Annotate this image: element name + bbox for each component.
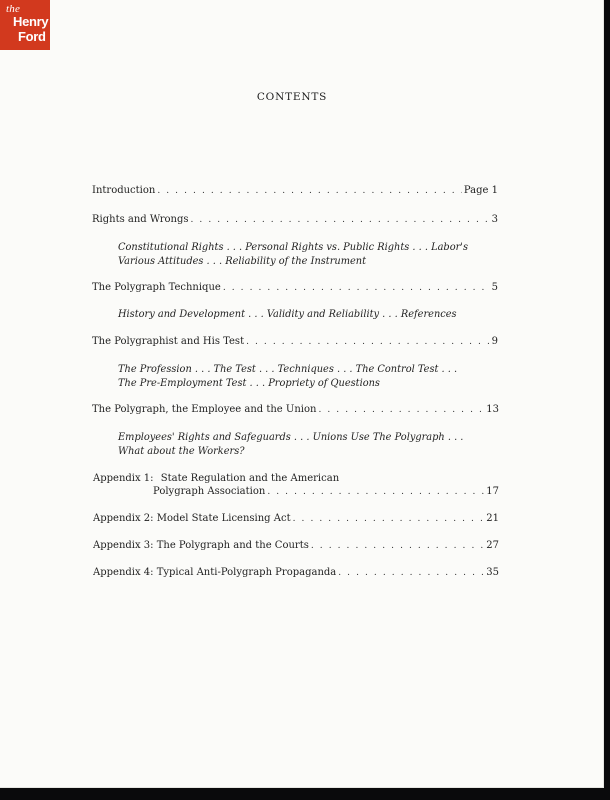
toc-entry-polygraphist bbox=[92, 336, 498, 347]
toc-entry-page: 13 bbox=[486, 404, 499, 415]
toc-entry-title: Appendix 2: Model State Licensing Act bbox=[93, 513, 291, 524]
toc-subtopic-line: Constitutional Rights . . . Personal Rights vs. Public Rights . . . Labor's bbox=[118, 242, 468, 253]
toc-entry-title: Appendix 3: The Polygraph and the Courts bbox=[93, 540, 309, 551]
toc-subtopic-line: The Pre-Employment Test . . . Propriety of Questions bbox=[118, 377, 380, 389]
toc-entry-title: The Polygraphist and His Test bbox=[92, 336, 245, 347]
toc-subtopic-line: Various Attitudes . . . Reliability of the Instrument bbox=[118, 255, 367, 267]
henry-ford-logo bbox=[0, 0, 50, 50]
toc-entry-page: 3 bbox=[491, 214, 498, 225]
toc-entry-page: 21 bbox=[486, 513, 499, 524]
toc-entry-title: Appendix 4: Typical Anti-Polygraph Propaganda bbox=[93, 567, 337, 578]
logo-text-ford: Ford bbox=[18, 29, 46, 44]
toc-entry-polygraph-technique bbox=[92, 282, 498, 293]
toc-entry-page: 9 bbox=[491, 336, 498, 347]
toc-entry-title-line1: State Regulation and the American bbox=[160, 473, 340, 484]
leader-dots bbox=[311, 541, 484, 551]
toc-entry-appendix-2 bbox=[93, 513, 499, 524]
toc-entry-page: 35 bbox=[486, 567, 499, 578]
toc-subtopic-line: What about the Workers? bbox=[118, 445, 245, 457]
toc-entry-title-line2: Polygraph Association bbox=[153, 486, 266, 497]
toc-entry-title: Introduction bbox=[92, 185, 156, 196]
toc-entry-page: 27 bbox=[486, 540, 499, 551]
toc-entry-title: The Polygraph Technique bbox=[92, 282, 221, 293]
logo-text-henry: Henry bbox=[13, 14, 49, 29]
leader-dots bbox=[338, 568, 484, 578]
toc-subtopics-technique bbox=[118, 308, 457, 322]
leader-dots bbox=[223, 283, 490, 293]
leader-dots bbox=[267, 487, 484, 497]
toc-subtopics-polygraphist bbox=[118, 363, 457, 390]
toc-entry-appendix-4 bbox=[93, 567, 499, 578]
toc-entry-title: Rights and Wrongs bbox=[92, 214, 189, 225]
toc-subtopics-union bbox=[118, 431, 463, 458]
toc-entry-employee-union bbox=[92, 404, 499, 415]
toc-subtopic-line: The Profession . . . The Test . . . Techniques . . . The Control Test . . . bbox=[118, 364, 458, 375]
leader-dots bbox=[293, 514, 485, 524]
leader-dots bbox=[246, 337, 490, 347]
toc-subtopic-line: Employees' Rights and Safeguards . . . Unions Use The Polygraph . . . bbox=[118, 432, 464, 443]
leader-dots bbox=[157, 186, 462, 196]
toc-subtopic-line: History and Development . . . Validity and Reliability . . . References bbox=[118, 309, 457, 320]
toc-entry-title: Appendix 1: bbox=[93, 473, 154, 484]
toc-entry-page: 17 bbox=[486, 486, 499, 497]
toc-entry-rights-and-wrongs bbox=[92, 214, 498, 225]
toc-entry-appendix-1 bbox=[153, 486, 499, 497]
leader-dots bbox=[318, 405, 484, 415]
leader-dots bbox=[190, 215, 489, 225]
toc-subtopics-rights bbox=[118, 241, 468, 268]
toc-entry-appendix-3 bbox=[93, 540, 499, 551]
toc-entry-page: 5 bbox=[491, 282, 498, 293]
toc-entry-title: The Polygraph, the Employee and the Union bbox=[92, 404, 317, 415]
toc-entry-introduction bbox=[92, 185, 498, 196]
toc-appendix-1-label bbox=[93, 473, 339, 484]
page-title: CONTENTS bbox=[256, 91, 328, 103]
toc-entry-page: Page 1 bbox=[463, 185, 498, 196]
logo-text-the: the bbox=[6, 3, 21, 15]
